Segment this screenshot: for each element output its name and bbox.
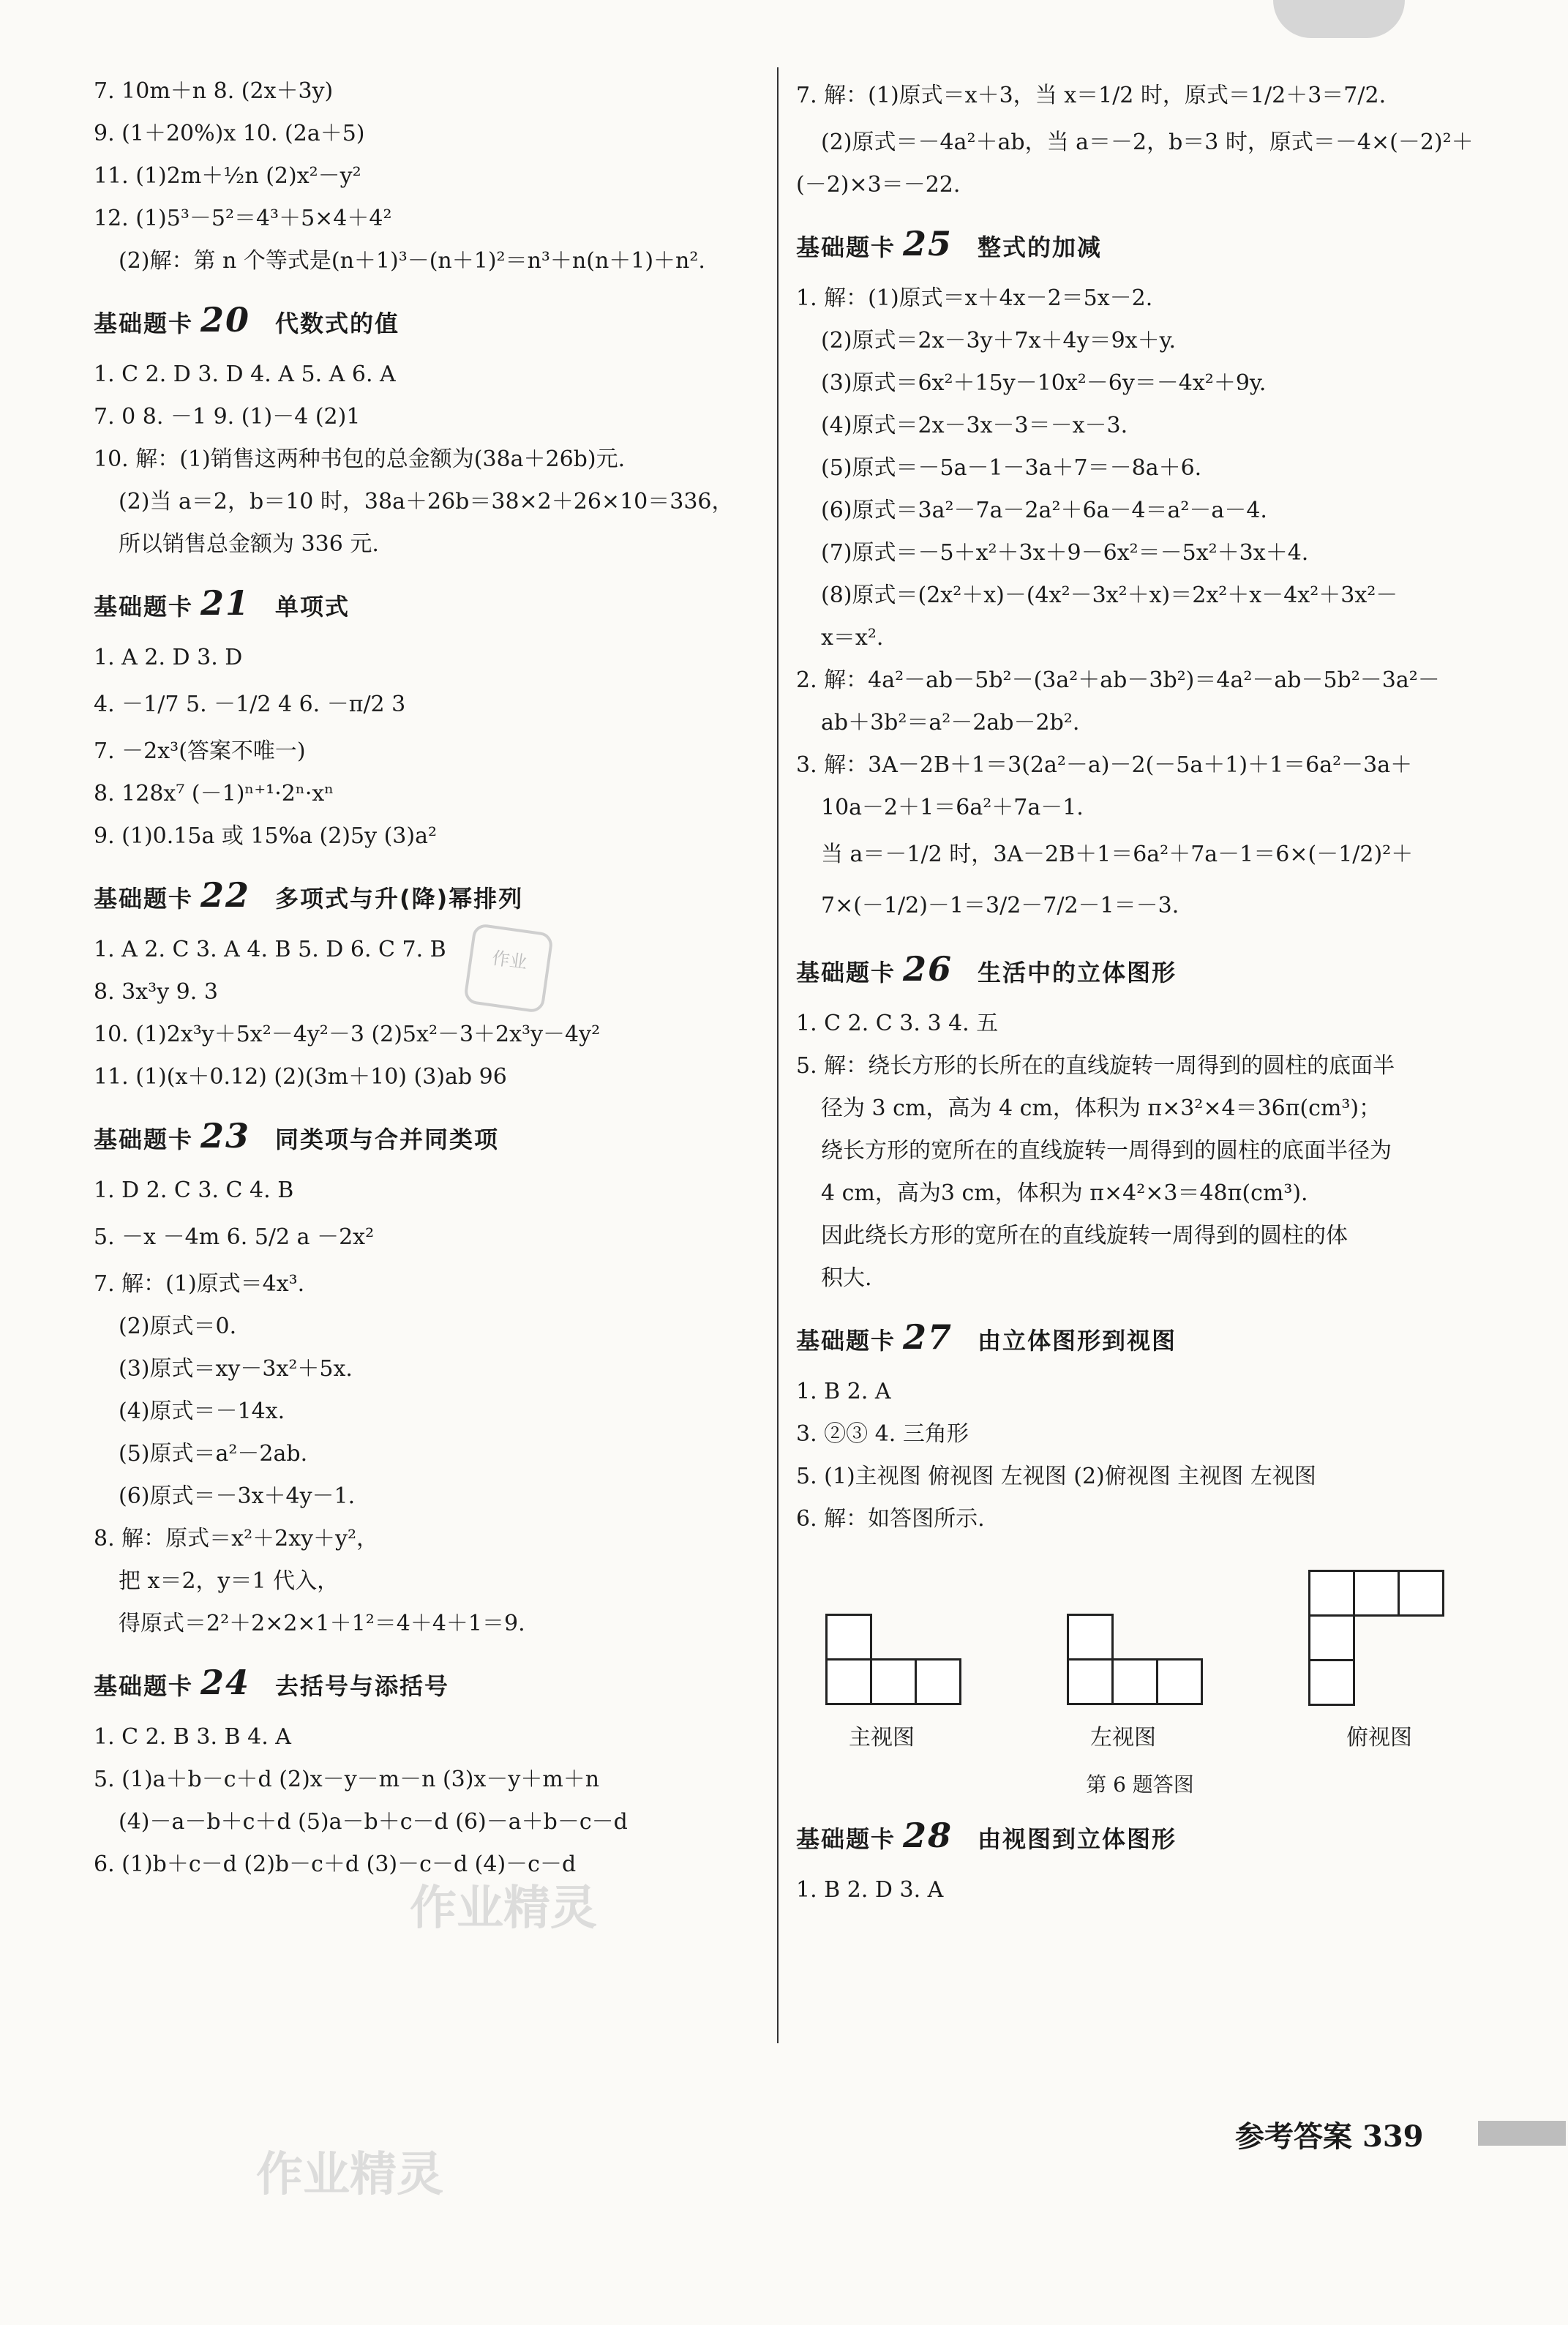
column-divider: [777, 67, 779, 2043]
answer-line: 5. －x －4m 6. 5/2 a －2x²: [94, 1224, 375, 1250]
answer-line: (6)原式＝－3x＋4y－1.: [119, 1483, 356, 1509]
answer-line: 4 cm，高为3 cm，体积为 π×4²×3＝48π(cm³).: [821, 1180, 1308, 1206]
answer-line: (4)－a－b＋c＋d (5)a－b＋c－d (6)－a＋b－c－d: [119, 1809, 628, 1835]
section-heading-24: 基础题卡 24 去括号与添括号: [94, 1663, 450, 1702]
answer-line: 3. 解：3A－2B＋1＝3(2a²－a)－2(－5a＋1)＋1＝6a²－3a＋: [796, 752, 1413, 778]
answer-line: x＝x².: [821, 625, 884, 651]
answer-line: 得原式＝2²＋2×2×1＋1²＝4＋4＋1＝9.: [119, 1611, 525, 1636]
answer-line: (3)原式＝xy－3x²＋5x.: [119, 1356, 353, 1382]
watermark-text: 作业精灵: [256, 2148, 443, 2202]
answer-line: 6. 解：如答图所示.: [796, 1506, 985, 1532]
top-decoration: [1273, 0, 1405, 38]
answer-line: 把 x＝2，y＝1 代入，: [119, 1568, 340, 1594]
answer-line: 9. (1)0.15a 或 15%a (2)5y (3)a²: [94, 823, 437, 849]
left-column: [94, 70, 759, 1886]
grid-cell: [825, 1614, 872, 1661]
answer-line: 10. (1)2x³y＋5x²－4y²－3 (2)5x²－3＋2x³y－4y²: [94, 1022, 601, 1047]
answer-line: 5. (1)主视图 俯视图 左视图 (2)俯视图 主视图 左视图: [796, 1464, 1316, 1489]
answer-line: (5)原式＝－5a－1－3a＋7＝－8a＋6.: [821, 455, 1202, 481]
right-column: [796, 70, 1484, 1912]
answer-line: 1. C 2. B 3. B 4. A: [94, 1724, 291, 1750]
answer-line: 5. 解：绕长方形的长所在的直线旋转一周得到的圆柱的底面半: [796, 1053, 1395, 1079]
answer-line: 6. (1)b＋c－d (2)b－c＋d (3)－c－d (4)－c－d: [94, 1852, 577, 1877]
grid-cell: [1308, 1570, 1355, 1617]
answer-line: 10. 解：(1)销售这两种书包的总金额为(38a＋26b)元.: [94, 446, 626, 472]
answer-line: 8. 解：原式＝x²＋2xy＋y²，: [94, 1526, 379, 1551]
answer-line: 1. B 2. D 3. A: [796, 1877, 944, 1903]
answer-line: (8)原式＝(2x²＋x)－(4x²－3x²＋x)＝2x²＋x－4x²＋3x²－: [821, 583, 1398, 608]
answer-line: (4)原式＝2x－3x－3＝－x－3.: [821, 413, 1128, 438]
answer-line: 当 a＝－1/2 时，3A－2B＋1＝6a²＋7a－1＝6×(－1/2)²＋: [821, 842, 1414, 867]
answer-line: 1. B 2. A: [796, 1379, 891, 1404]
section-heading-21: 基础题卡 21 单项式: [94, 583, 350, 623]
section-heading-20: 基础题卡 20 代数式的值: [94, 300, 400, 340]
answer-line: 7. 10m＋n 8. (2x＋3y): [94, 78, 334, 104]
grid-cell: [825, 1658, 872, 1705]
grid-cell: [1308, 1659, 1355, 1706]
section-heading-26: 基础题卡 26 生活中的立体图形: [796, 949, 1177, 989]
answer-line: (7)原式＝－5＋x²＋3x＋9－6x²＝－5x²＋3x＋4.: [821, 540, 1309, 566]
top-view-label: 俯视图: [1346, 1725, 1412, 1751]
answer-line: 9. (1＋20%)x 10. (2a＋5): [94, 121, 365, 146]
answer-line: 11. (1)2m＋½n (2)x²－y²: [94, 163, 361, 189]
answer-line: 7. 解：(1)原式＝4x³.: [94, 1271, 305, 1297]
answer-line: 3. ②③ 4. 三角形: [796, 1421, 969, 1447]
answer-line: (3)原式＝6x²＋15y－10x²－6y＝－4x²＋9y.: [821, 370, 1267, 396]
grid-cell: [1353, 1570, 1400, 1617]
answer-line: (6)原式＝3a²－7a－2a²＋6a－4＝a²－a－4.: [821, 498, 1267, 523]
answer-line: 5. (1)a＋b－c＋d (2)x－y－m－n (3)x－y＋m＋n: [94, 1767, 600, 1792]
watermark-stamp: 作业: [463, 923, 554, 1014]
answer-line: 1. 解：(1)原式＝x＋4x－2＝5x－2.: [796, 285, 1153, 311]
watermark-text: 作业精灵: [410, 1882, 597, 1936]
answer-line: 10a－2＋1＝6a²＋7a－1.: [821, 795, 1084, 820]
section-heading-22: 基础题卡 22 多项式与升(降)幂排列: [94, 875, 524, 915]
front-view-label: 主视图: [849, 1725, 915, 1751]
grid-cell: [1067, 1658, 1114, 1705]
answer-line: (2)原式＝－4a²＋ab，当 a＝－2，b＝3 时，原式＝－4×(－2)²＋: [821, 130, 1474, 155]
answer-line: 1. D 2. C 3. C 4. B: [94, 1178, 294, 1203]
answer-line: 积大.: [821, 1265, 872, 1291]
answer-line: (5)原式＝a²－2ab.: [119, 1441, 308, 1467]
grid-cell: [1067, 1614, 1114, 1661]
answer-line: 8. 3x³y 9. 3: [94, 979, 218, 1005]
three-views-figure: [796, 1555, 1484, 1760]
left-view-label: 左视图: [1090, 1725, 1156, 1751]
answer-line: 7. 解：(1)原式＝x＋3，当 x＝1/2 时，原式＝1/2＋3＝7/2.: [796, 83, 1387, 108]
answer-line: 7×(－1/2)－1＝3/2－7/2－1＝－3.: [821, 893, 1179, 918]
answer-line: 1. C 2. D 3. D 4. A 5. A 6. A: [94, 362, 396, 387]
answer-line: 2. 解：4a²－ab－5b²－(3a²＋ab－3b²)＝4a²－ab－5b²－3a²－: [796, 667, 1440, 693]
grid-cell: [1308, 1614, 1355, 1661]
answer-line: (2)原式＝0.: [119, 1314, 237, 1339]
page-footer: [1235, 2114, 1424, 2155]
answer-line: 12. (1)5³－5²＝4³＋5×4＋4²: [94, 206, 392, 231]
answer-line: 所以销售总金额为 336 元.: [119, 531, 379, 557]
section-heading-23: 基础题卡 23 同类项与合并同类项: [94, 1116, 500, 1156]
answer-line: 8. 128x⁷ (－1)ⁿ⁺¹·2ⁿ·xⁿ: [94, 781, 334, 806]
answer-line: (4)原式＝－14x.: [119, 1399, 285, 1424]
grid-cell: [1398, 1570, 1444, 1617]
answer-line: 4. －1/7 5. －1/2 4 6. －π/2 3: [94, 692, 406, 717]
section-heading-27: 基础题卡 27 由立体图形到视图: [796, 1317, 1177, 1357]
grid-cell: [1156, 1658, 1203, 1705]
footer-bar: [1478, 2121, 1566, 2146]
page-number: 339: [1362, 2119, 1424, 2154]
answer-line: 7. －2x³(答案不唯一): [94, 738, 306, 764]
answer-line: 11. (1)(x＋0.12) (2)(3m＋10) (3)ab 96: [94, 1064, 507, 1090]
answer-line: 径为 3 cm，高为 4 cm，体积为 π×3²×4＝36π(cm³)；: [821, 1096, 1381, 1121]
answer-line: (－2)×3＝－22.: [796, 172, 961, 198]
answer-line: 1. C 2. C 3. 3 4. 五: [796, 1011, 999, 1036]
grid-cell: [1111, 1658, 1158, 1705]
section-heading-25: 基础题卡 25 整式的加减: [796, 224, 1103, 263]
answer-line: (2)原式＝2x－3y＋7x＋4y＝9x＋y.: [821, 328, 1177, 353]
answer-line: 绕长方形的宽所在的直线旋转一周得到的圆柱的底面半径为: [821, 1138, 1392, 1164]
footer-label: 参考答案: [1235, 2120, 1352, 2154]
answer-line: (2)解：第 n 个等式是(n＋1)³－(n＋1)²＝n³＋n(n＋1)＋n².: [119, 248, 705, 274]
grid-cell: [870, 1658, 917, 1705]
answer-line: 1. A 2. D 3. D: [94, 645, 243, 670]
answer-line: 7. 0 8. －1 9. (1)－4 (2)1: [94, 404, 361, 430]
grid-cell: [915, 1658, 961, 1705]
answer-line: 1. A 2. C 3. A 4. B 5. D 6. C 7. B: [94, 937, 446, 962]
answer-line: 因此绕长方形的宽所在的直线旋转一周得到的圆柱的体: [821, 1223, 1348, 1248]
answer-line: (2)当 a＝2，b＝10 时，38a＋26b＝38×2＋26×10＝336，: [119, 489, 734, 514]
figure-caption: 第 6 题答图: [1086, 1772, 1194, 1797]
answer-line: ab＋3b²＝a²－2ab－2b².: [821, 710, 1080, 735]
section-heading-28: 基础题卡 28 由视图到立体图形: [796, 1816, 1177, 1855]
